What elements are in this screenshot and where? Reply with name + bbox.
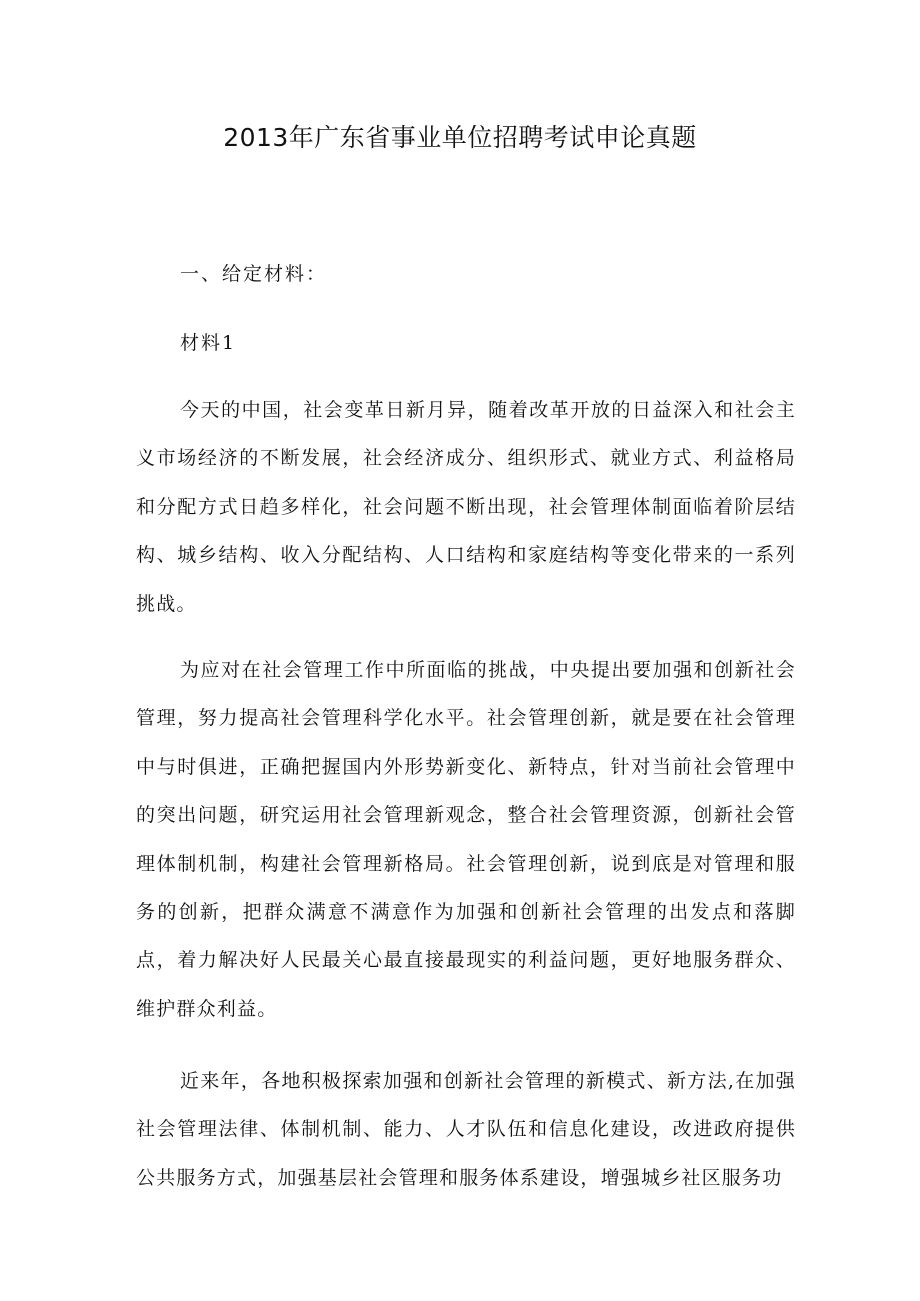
section-heading: 一、给定材料： [180, 263, 328, 285]
page-title: 2013年广东省事业单位招聘考试申论真题 [223, 123, 697, 152]
paragraph-2: 为应对在社会管理工作中所面临的挑战，中央提出要加强和创新社会管理，努力提高社会管理科学化水平。社会管理创新，就是要在社会管理中与时俱进，正确把握国内外形势新变化、新特点，针对当前社会管理中的突出问题，研究运用社会管理新观念，整合社会管理资源，创新社会管理体制机制，构建社会管理新格局。社会管理创新，说到底是对管理和服务的创新，把群众满意不满意作为加强和创新社会管理的出发点和落脚点，着力解决好人民最关心最直接最现实的利益问题，更好地服务群众、维护群众利益。 [136, 659, 796, 1020]
paragraph-3: 近来年，各地积极探索加强和创新社会管理的新模式、新方法,在加强社会管理法律、体制机制、能力、人才队伍和信息化建设，改进政府提供公共服务方式，加强基层社会管理和服务体系建设，增强城乡社区服务功 [136, 1070, 796, 1189]
material-heading: 材料1 [180, 332, 237, 354]
paragraph-1: 今天的中国，社会变革日新月异，随着改革开放的日益深入和社会主义市场经济的不断发展，社会经济成分、组织形式、就业方式、利益格局和分配方式日趋多样化，社会问题不断出现，社会管理体制面临着阶层结构、城乡结构、收入分配结构、人口结构和家庭结构等变化带来的一系列挑战。 [136, 399, 796, 615]
